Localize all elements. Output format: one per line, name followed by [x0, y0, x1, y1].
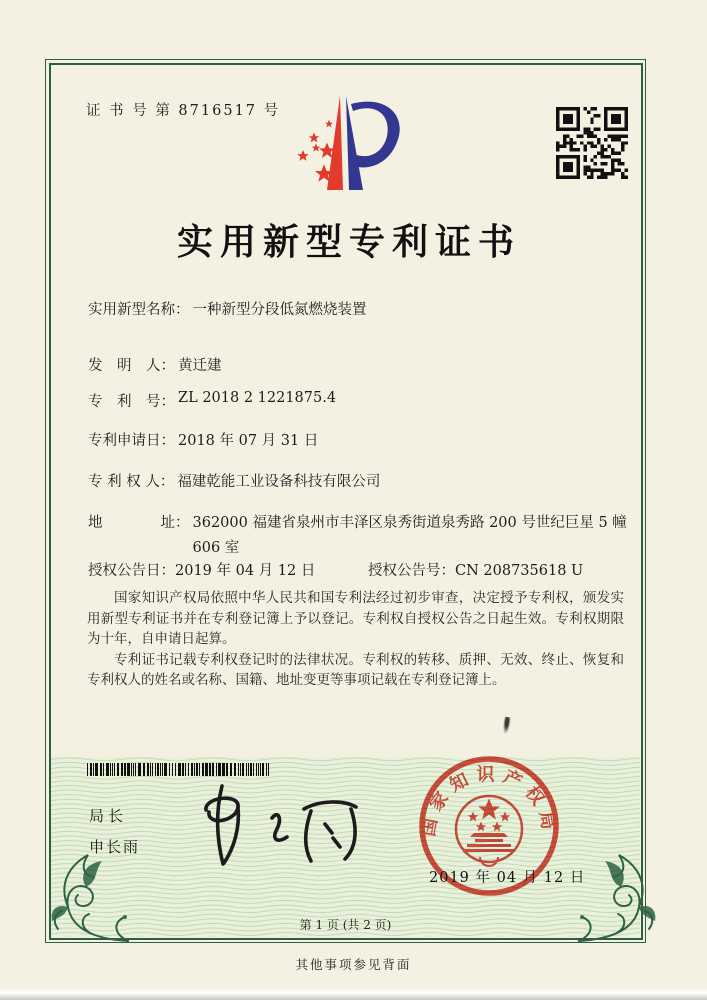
field-row-patent-name — [88, 298, 367, 319]
grant-date-label: 授权公告日： — [88, 563, 175, 579]
scan-edge — [0, 988, 707, 1000]
field-label: 实用新型名称： — [88, 302, 190, 318]
page-number: 第 1 页 (共 2 页) — [299, 918, 392, 932]
field-label: 专 利 号： — [88, 394, 175, 410]
back-side-note: 其他事项参见背面 — [295, 957, 412, 972]
field-row-filing-date — [88, 429, 318, 450]
field-row-patentee — [88, 470, 380, 491]
field-row-patent-number — [88, 390, 336, 411]
field-value: 一种新型分段低氮燃烧装置 — [192, 302, 367, 318]
qr-code-icon — [556, 107, 628, 179]
legal-paragraph-2: 专利证书记载专利权登记时的法律状况。专利权的转移、质押、无效、终止、恢复和专利权人的姓名或名称、国籍、地址变更等事项记载在专利登记簿上。 — [87, 651, 624, 689]
field-value: ZL 2018 2 1221875.4 — [178, 390, 337, 406]
field-value: 黄迁建 — [178, 358, 222, 374]
commissioner-name: 申长雨 — [89, 838, 141, 856]
seal-text: 国家知识产权局 — [417, 764, 561, 839]
legal-text — [87, 588, 624, 691]
field-label: 专利申请日： — [88, 433, 175, 449]
field-value: 2018 年 07 月 31 日 — [178, 433, 319, 449]
field-label: 地 址： — [88, 515, 190, 531]
field-row-address — [88, 511, 645, 561]
grant-date-value: 2019 年 04 月 12 日 — [175, 563, 316, 579]
grant-number — [368, 559, 583, 580]
grant-number-value: CN 208735618 U — [455, 563, 584, 579]
cnipa-patent-logo-icon — [283, 90, 423, 196]
certificate-title: 实用新型专利证书 — [176, 221, 521, 263]
legal-paragraph-1: 国家知识产权局依照中华人民共和国专利法经过初步审查，决定授予专利权，颁发实用新型专利证书并在专利登记簿上予以登记。专利权自授权公告之日起生效。专利权期限为十年，自申请日起算。 — [87, 590, 624, 648]
field-label: 专 利 权 人： — [88, 474, 175, 490]
commissioner-title: 局长 — [89, 807, 128, 825]
certificate-number: 证 书 号 第 8716517 号 — [86, 103, 281, 119]
issue-date: 2019 年 04 月 12 日 — [429, 870, 586, 886]
field-value: 福建乾能工业设备科技有限公司 — [177, 474, 381, 490]
barcode-icon — [87, 763, 270, 776]
grant-number-label: 授权公告号： — [368, 563, 455, 579]
field-row-inventor — [88, 354, 222, 375]
field-label: 发 明 人： — [88, 358, 175, 374]
grant-date — [88, 559, 315, 580]
field-value: 362000 福建省泉州市丰泽区泉秀街道泉秀路 200 号世纪巨星 5 幢 606 室 — [192, 515, 627, 556]
handwritten-signature-icon — [192, 776, 372, 876]
